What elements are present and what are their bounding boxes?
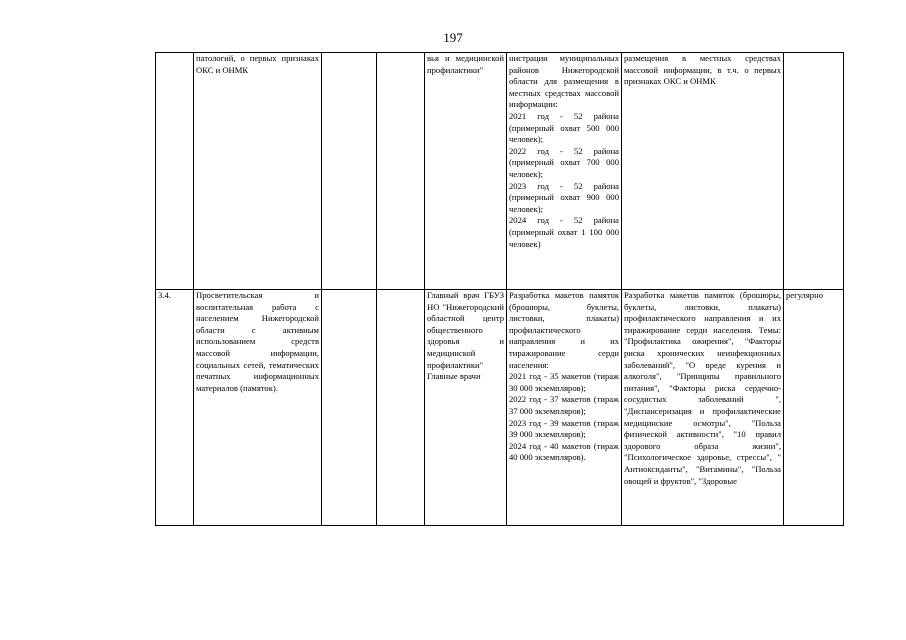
work-year-2023: 2023 год - 52 района (примерный охват 900 000 человек); (509, 180, 619, 214)
event-text: Просветительская и воспитательная работа с населением Нижегородской области с активным использованием средств массовой информации, социальных сетей, тематических печатных информационных материалов (памяток). (196, 290, 319, 393)
responsible-text: Главный врач ГБУЗ НО "Нижегородский областной центр общественного здоровья и медицинской профилактики" (427, 290, 504, 370)
cell-period: регулярно (784, 290, 844, 526)
result-text: размещения в местных средствах массовой информации, в т.ч. о первых признаках ОКС и ОНМК (624, 53, 781, 87)
event-text: патологий, о первых признаках ОКС и ОНМК (196, 53, 319, 75)
cell-event (194, 53, 322, 290)
document-table (155, 52, 844, 526)
cell-number: 3.4. (156, 290, 194, 526)
work-year-2024: 2024 год - 52 района (примерный охват 1 100 000 человек) (509, 215, 619, 249)
cell-empty (322, 53, 377, 290)
work-text: Разработка макетов памяток (брошюры, буклеты, листовки, плакаты) профилактического направления и их тиражирование серди населения: (509, 290, 619, 370)
cell-empty (377, 53, 425, 290)
cell-number (156, 53, 194, 290)
cell-result (622, 53, 784, 290)
result-text: Разработка макетов памяток (брошюры, буклеты, листовки, плакаты) профилактического направления и их тиражирование серди населения. Темы: "Профилактика ожирения", "Факторы риска хронических неинфекционных заболеваний", "О вреде курения и алкоголя", "Принципы правильного питания", "Факторы риска сердечно-сосудистых заболеваний ", "Диспансеризация и профилактические медицинские осмотры", "Польза физической активности", "10 правил здорового образа жизни", "Психологическое здоровье, стрессы", " Антиоксиданты", "Витамины", "Польза овощей и фруктов", "Здоровые (624, 290, 781, 486)
cell-work (507, 290, 622, 526)
page-number: 197 (443, 30, 463, 45)
responsible-text: вья и медицинской профилактики" (427, 53, 504, 75)
table-row (156, 53, 844, 290)
cell-event (194, 290, 322, 526)
cell-empty (322, 290, 377, 526)
work-year-2023: 2023 год - 39 макетов (тираж 39 000 экземпляров); (509, 417, 619, 440)
work-year-2022: 2022 год - 37 макетов (тираж 37 000 экземпляров); (509, 394, 619, 416)
cell-empty (377, 290, 425, 526)
cell-period (784, 53, 844, 290)
work-year-2024: 2024 год - 40 макетов (тираж 40 000 экземпляров). (509, 440, 619, 463)
responsible-text-2: Главные врачи (427, 371, 481, 382)
cell-responsible (425, 53, 507, 290)
cell-result (622, 290, 784, 526)
work-year-2022: 2022 год - 52 района (примерный охват 700 000 человек); (509, 145, 619, 179)
cell-work (507, 53, 622, 290)
work-text: нистрации муниципальных районов Нижегородской области для размещения в местных средствах массовой информации: (509, 53, 619, 110)
work-year-2021: 2021 год - 35 макетов (тираж 30 000 экземпляров); (509, 371, 619, 393)
work-year-2021: 2021 год - 52 района (примерный охват 500 000 человек); (509, 110, 619, 145)
table-row (156, 290, 844, 526)
cell-responsible (425, 290, 507, 526)
